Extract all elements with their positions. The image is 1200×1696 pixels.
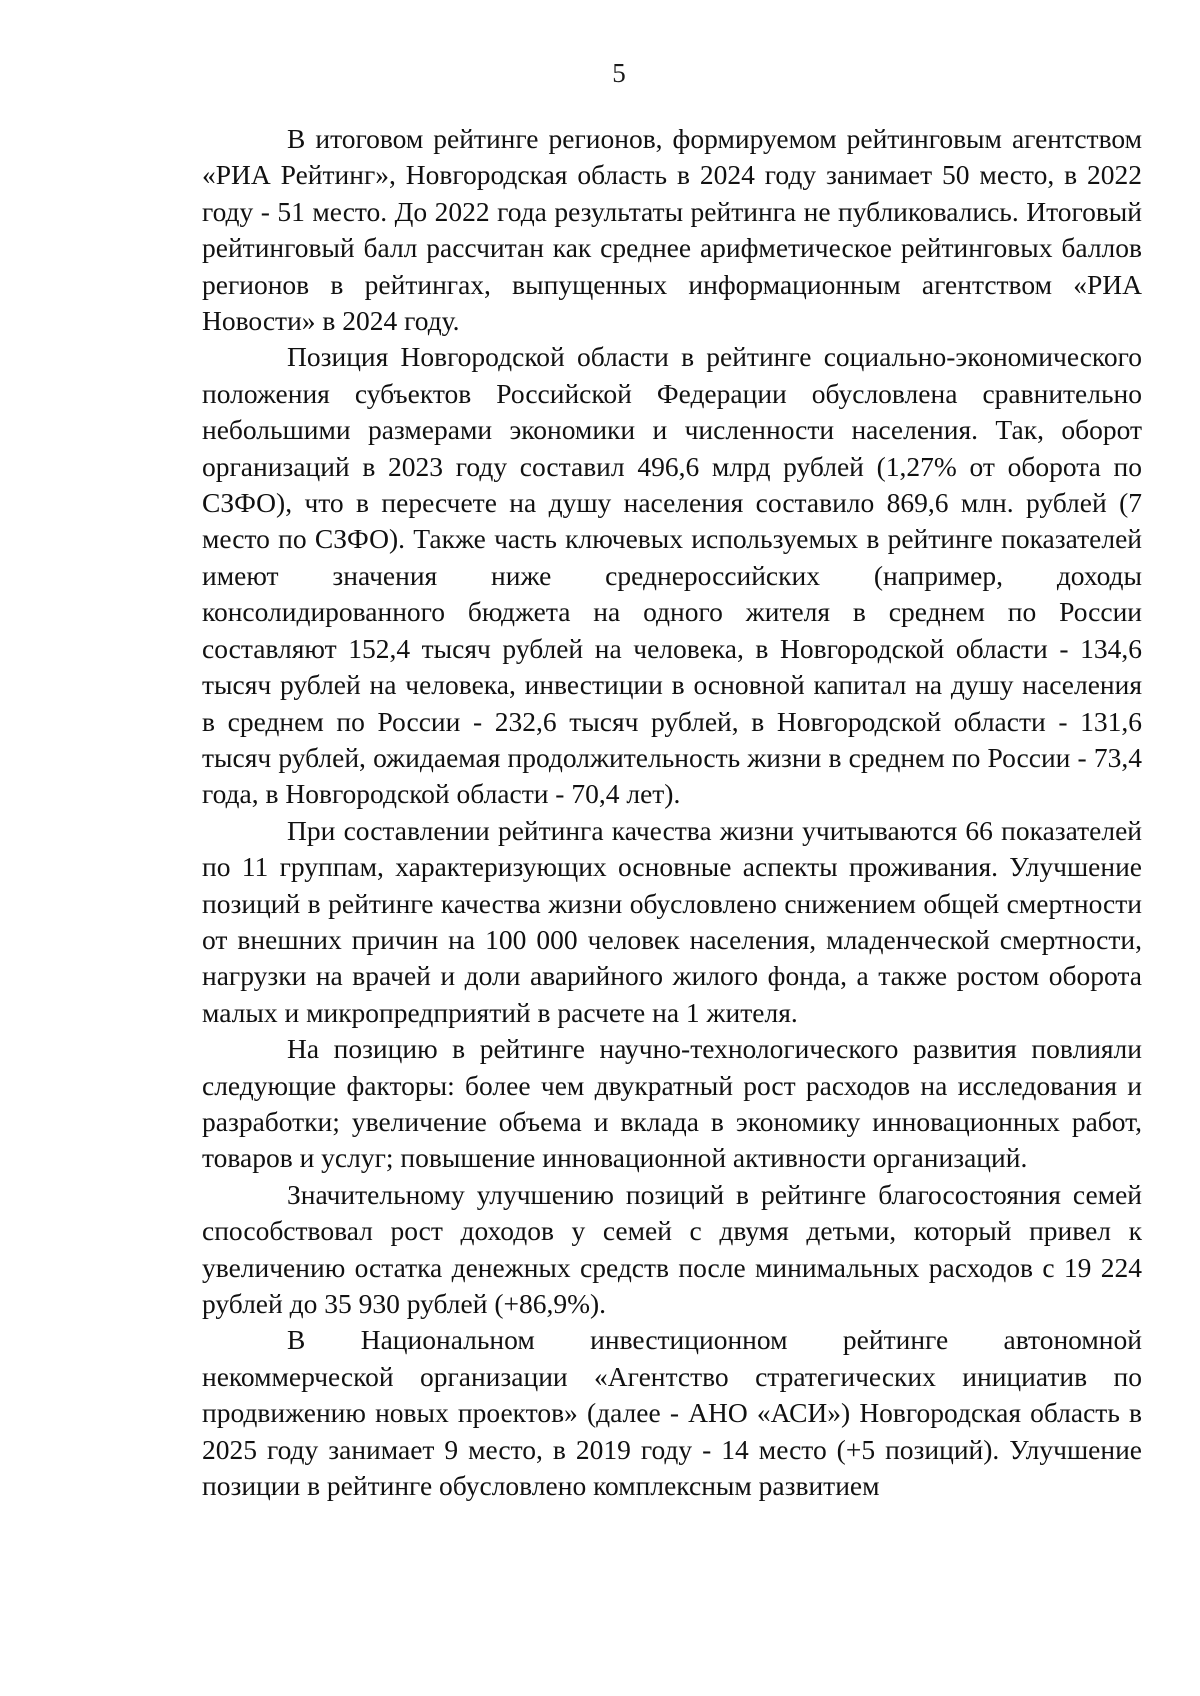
paragraph-socio-economic-position: Позиция Новгородской области в рейтинге социально-экономического положения субъектов Российской Федерации обусловлена сравнительно небольшими размерами экономики и численности населения. Так, оборот организаций в 2023 году составил 496,6 млрд рублей (1,27% от оборота по СЗФО), что в пересчете на душу населения составило 869,6 млн. рублей (7 место по СЗФО). Также часть ключевых используемых в рейтинге показателей имеют значения ниже среднероссийских (например, доходы консолидированного бюджета на одного жителя в среднем по России составляют 152,4 тысяч рублей на человека, в Новгородской области - 134,6 тысяч рублей на человека, инвестиции в основной капитал на душу населения в среднем по России - 232,6 тысяч рублей, в Новгородской области - 131,6 тысяч рублей, ожидаемая продолжительность жизни в среднем по России - 73,4 года, в Новгородской области - 70,4 лет). [202, 341, 1142, 810]
document-body [202, 121, 1142, 1504]
paragraph-investment-rating: В Национальном инвестиционном рейтинге автономной некоммерческой организации «Агентство стратегических инициатив по продвижению новых проектов» (далее - АНО «АСИ») Новгородская область в 2025 году занимает 9 место, в 2019 году - 14 место (+5 позиций). Улучшение позиции в рейтинге обусловлено комплексным развитием [202, 1324, 1142, 1502]
paragraph-family-welfare: Значительному улучшению позиций в рейтинге благосостояния семей способствовал рост доходов у семей с двумя детьми, который привел к увеличению остатка денежных средств после минимальных расходов с 19 224 рублей до 35 930 рублей (+86,9%). [202, 1178, 1142, 1319]
page-number: 5 [612, 58, 626, 88]
paragraph-ria-rating: В итоговом рейтинге регионов, формируемом рейтинговым агентством «РИА Рейтинг», Новгородская область в 2024 году занимает 50 место, в 2022 году - 51 место. До 2022 года результаты рейтинга не публиковались. Итоговый рейтинговый балл рассчитан как среднее арифметическое рейтинговых баллов регионов в рейтингах, выпущенных информационным агентством «РИА Новости» в 2024 году. [202, 123, 1142, 337]
paragraph-quality-of-life: При составлении рейтинга качества жизни учитываются 66 показателей по 11 группам, характеризующих основные аспекты проживания. Улучшение позиций в рейтинге качества жизни обусловлено снижением общей смертности от внешних причин на 100 000 человек населения, младенческой смертности, нагрузки на врачей и доли аварийного жилого фонда, а также ростом оборота малых и микропредприятий в расчете на 1 жителя. [202, 814, 1142, 1028]
paragraph-science-technology: На позицию в рейтинге научно-технологического развития повлияли следующие факторы: более чем двукратный рост расходов на исследования и разработки; увеличение объема и вклада в экономику инновационных работ, товаров и услуг; повышение инновационной активности организаций. [202, 1033, 1142, 1174]
